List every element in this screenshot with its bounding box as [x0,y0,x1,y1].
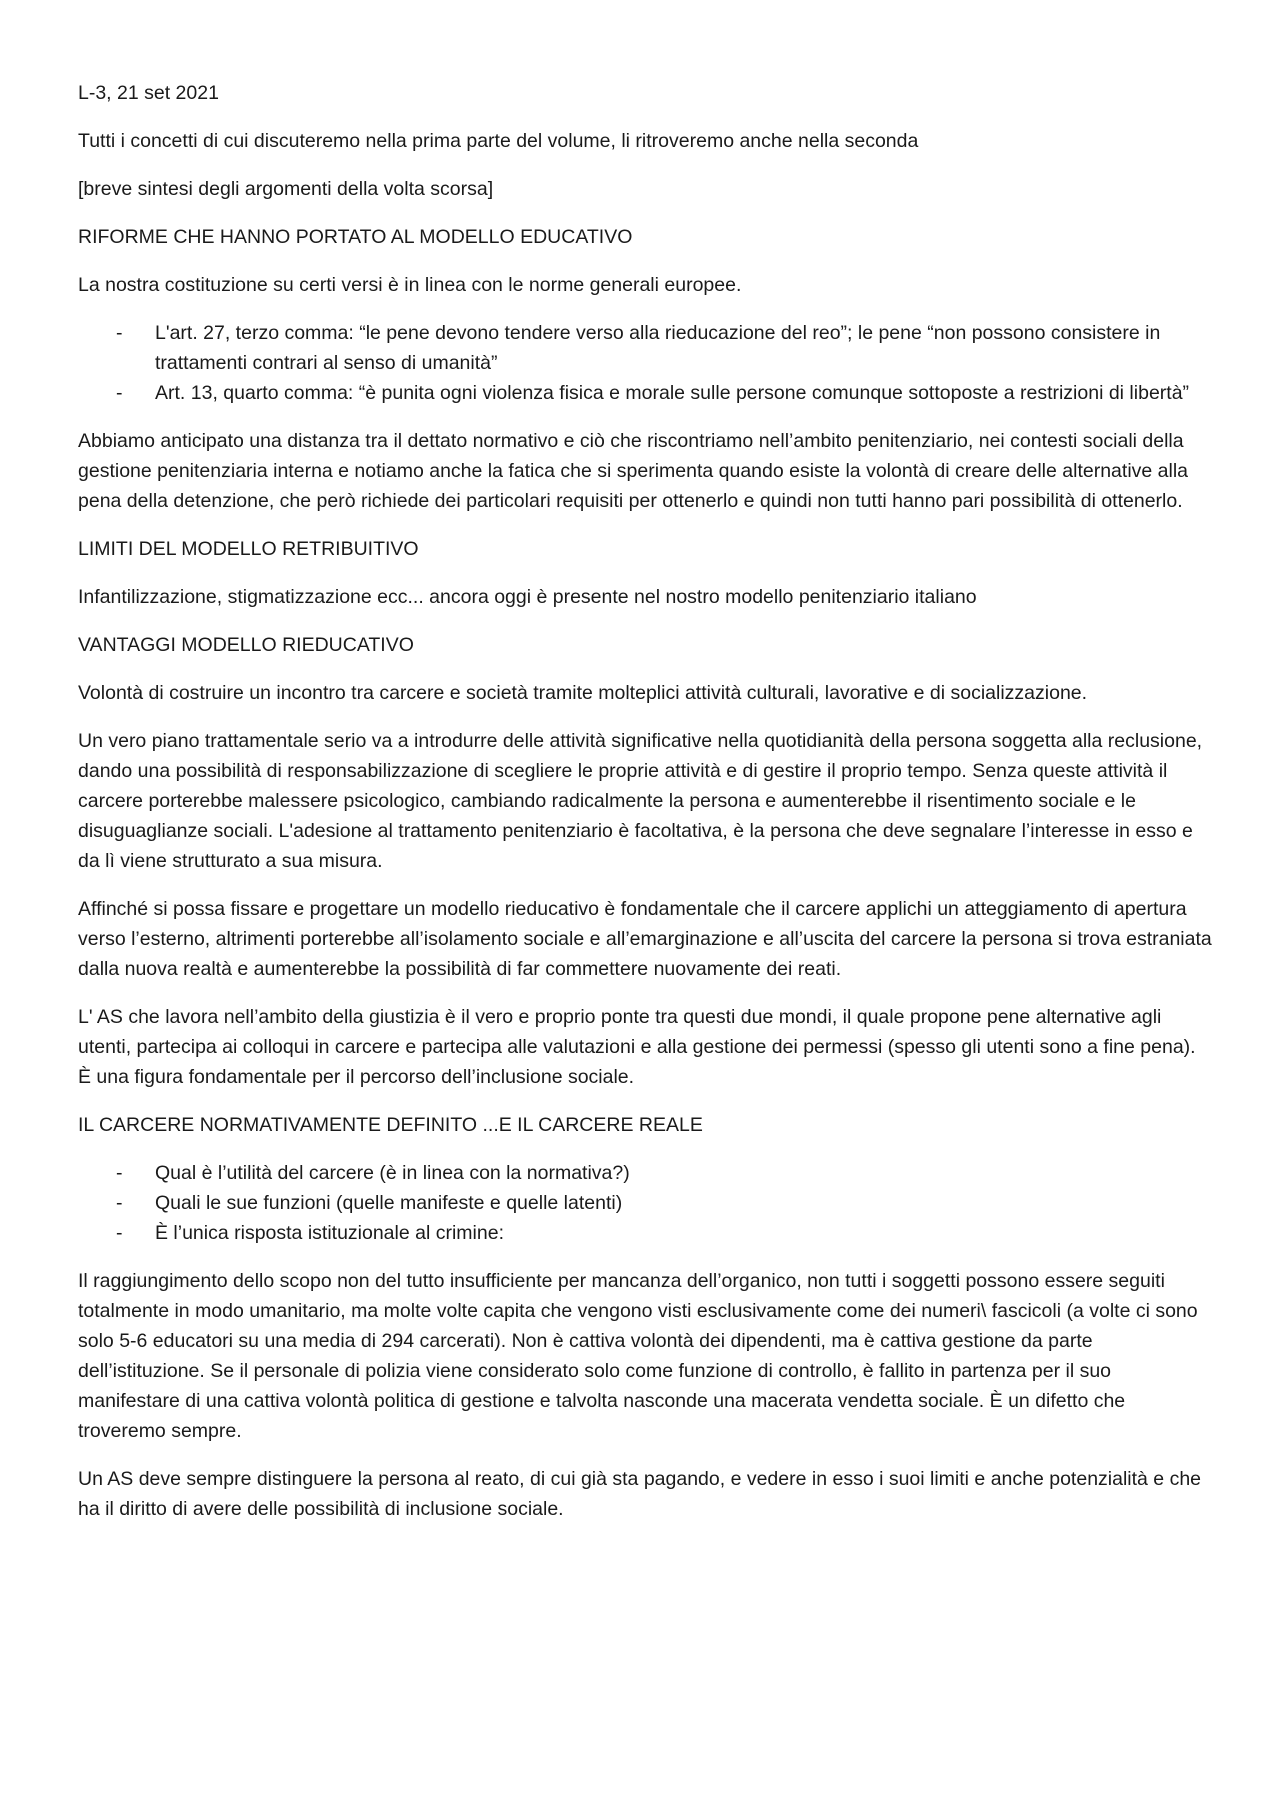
dash-bullet: - [116,1162,123,1184]
list-item-text: Qual è l’utilità del carcere (è in linea con la normativa?) [155,1162,630,1184]
list-item [78,378,1213,408]
list-item-text: Quali le sue funzioni (quelle manifeste e quelle latenti) [155,1192,623,1214]
list-item [78,1218,1213,1248]
paragraph-piano-trattamentale: Un vero piano trattamentale serio va a introdurre delle attività significative nella quotidianità della persona soggetta alla reclusione, dando una possibilità di responsabilizzazione di scegliere le proprie attività e di gestire il proprio tempo. Senza queste attività il carcere porterebbe malessere psicologico, cambiando radicalmente la persona e aumenterebbe il risentimento sociale e le disuguaglianze sociali. L'adesione al trattamento penitenziario è facoltativa, è la persona che deve segnalare l’interesse in esso e da lì viene strutturato a sua misura. [78,730,1203,872]
document-page [78,78,1213,1542]
list-item [78,1158,1213,1188]
section-heading-limiti: LIMITI DEL MODELLO RETRIBUITIVO [78,538,419,560]
paragraph-as-giustizia: L' AS che lavora nell’ambito della giustizia è il vero e proprio ponte tra questi due mondi, il quale propone pene alternative agli utenti, partecipa ai colloqui in carcere e partecipa alle valutazioni e alla gestione dei permessi (spesso gli utenti sono a fine pena). È una figura fondamentale per il percorso dell’inclusione sociale. [78,1006,1196,1088]
intro-paragraph: Tutti i concetti di cui discuteremo nella prima parte del volume, li ritroveremo anche nella seconda [78,130,919,152]
paragraph-organico: Il raggiungimento dello scopo non del tutto insufficiente per mancanza dell’organico, non tutti i soggetti possono essere seguiti totalmente in modo umanitario, ma molte volte capita che vengono visti esclusivamente come dei numeri\ fascicoli (a volte ci sono solo 5-6 educatori su una media di 294 carcerati). Non è cattiva volontà dei dipendenti, ma è cattiva gestione da parte dell’istituzione. Se il personale di polizia viene considerato solo come funzione di controllo, è fallito in partenza per il suo manifestare di una cattiva volontà politica di gestione e talvolta nasconde una macerata vendetta sociale. È un difetto che troveremo sempre. [78,1270,1198,1442]
dash-bullet: - [116,322,123,344]
paragraph-distanza: Abbiamo anticipato una distanza tra il dettato normativo e ciò che riscontriamo nell’ambito penitenziario, nei contesti sociali della gestione penitenziaria interna e notiamo anche la fatica che si sperimenta quando esiste la volontà di creare delle alternative alla pena della detenzione, che però richiede dei particolari requisiti per ottenerlo e quindi non tutti hanno pari possibilità di ottenerlo. [78,430,1189,512]
list-item [78,1188,1213,1218]
summary-note: [breve sintesi degli argomenti della volta scorsa] [78,178,494,200]
section-heading-riforme: RIFORME CHE HANNO PORTATO AL MODELLO EDUCATIVO [78,226,633,248]
paragraph-volonta: Volontà di costruire un incontro tra carcere e società tramite molteplici attività culturali, lavorative e di socializzazione. [78,682,1088,704]
list-item-text: È l’unica risposta istituzionale al crimine: [155,1222,504,1244]
dash-bullet: - [116,1192,123,1214]
section-heading-vantaggi: VANTAGGI MODELLO RIEDUCATIVO [78,634,414,656]
dash-bullet: - [116,382,123,404]
questions-list [78,1158,1213,1248]
paragraph-limiti: Infantilizzazione, stigmatizzazione ecc... ancora oggi è presente nel nostro modello penitenziario italiano [78,586,977,608]
section-heading-carcere: IL CARCERE NORMATIVAMENTE DEFINITO ...E IL CARCERE REALE [78,1114,703,1136]
lecture-date: L-3, 21 set 2021 [78,82,219,104]
paragraph-as-persona: Un AS deve sempre distinguere la persona al reato, di cui già sta pagando, e vedere in esso i suoi limiti e anche potenzialità e che ha il diritto di avere delle possibilità di inclusione sociale. [78,1468,1202,1520]
list-item [78,318,1213,378]
paragraph-apertura: Affinché si possa fissare e progettare un modello rieducativo è fondamentale che il carcere applichi un atteggiamento di apertura verso l’esterno, altrimenti porterebbe all’isolamento sociale e all’emarginazione e all’uscita del carcere la persona si trova estraniata dalla nuova realtà e aumenterebbe la possibilità di far commettere nuovamente dei reati. [78,898,1212,980]
paragraph-costituzione: La nostra costituzione su certi versi è in linea con le norme generali europee. [78,274,742,296]
articles-list [78,318,1213,408]
dash-bullet: - [116,1222,123,1244]
list-item-text: L'art. 27, terzo comma: “le pene devono tendere verso alla rieducazione del reo”; le pene “non possono consistere in trattamenti contrari al senso di umanità” [155,322,1161,374]
list-item-text: Art. 13, quarto comma: “è punita ogni violenza fisica e morale sulle persone comunque sottoposte a restrizioni di libertà” [155,382,1190,404]
